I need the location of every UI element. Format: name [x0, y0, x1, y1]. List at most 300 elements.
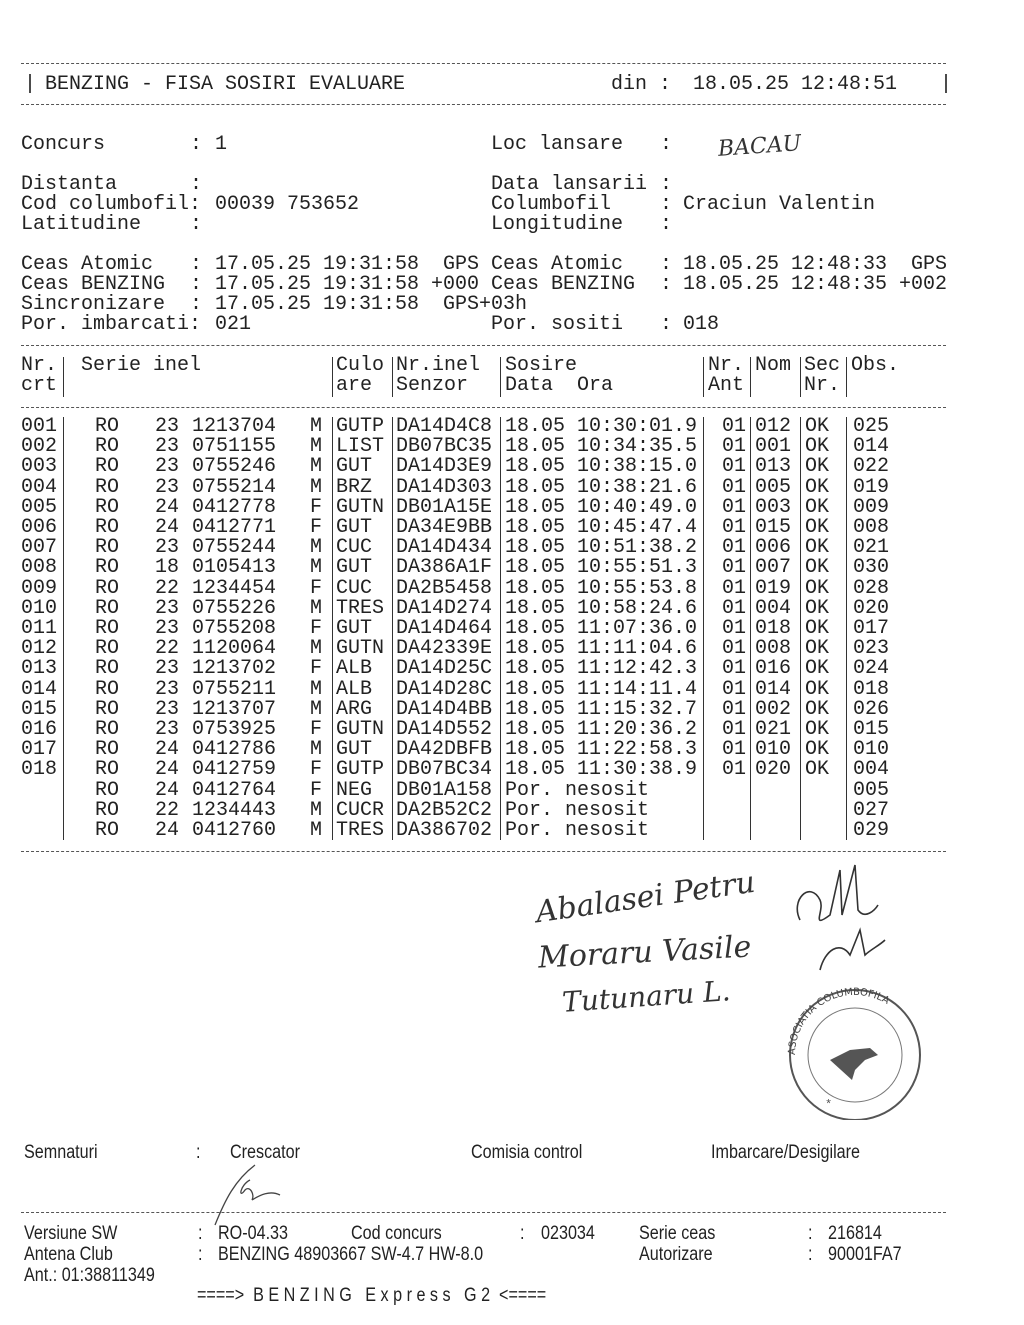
ring-country-cell: RO	[95, 617, 120, 640]
concurs-label: Concurs	[21, 133, 106, 156]
col-sosire-sub: Data Ora	[505, 374, 614, 397]
sex-cell: M	[310, 536, 323, 560]
svg-text:*: *	[825, 1098, 833, 1112]
column-divider	[846, 357, 847, 397]
nr-crt-cell: 008	[21, 556, 58, 580]
arrival-time-cell: 18.05 11:30:38.9	[505, 758, 698, 782]
sensor-id-cell: DA42DBFB	[396, 738, 493, 762]
col-culo-sub: are	[336, 374, 373, 397]
ring-country-cell: RO	[95, 556, 120, 580]
sec-nr-cell: OK	[805, 556, 830, 580]
sensor-id-cell: DA14D25C	[396, 657, 493, 681]
sensor-id-cell: DA14D3E9	[396, 455, 493, 479]
ring-year-cell: 24	[155, 819, 180, 842]
imbarcare-label: Imbarcare/Desigilare	[711, 1142, 861, 1163]
ring-country-cell: RO	[95, 516, 120, 539]
nr-ant-cell: 01	[722, 435, 747, 459]
ring-country-cell: RO	[95, 415, 120, 438]
ring-year-cell: 23	[155, 415, 180, 438]
svg-text:ASOCIATIA COLUMBOFILA	[787, 987, 891, 1055]
arrival-time-cell: 18.05 11:11:04.6	[505, 637, 698, 661]
nom-cell: 012	[755, 415, 792, 438]
col-nrinel-sub: Senzor	[396, 374, 469, 397]
serie-ceas-value: 216814	[828, 1223, 882, 1244]
color-cell: ALB	[336, 677, 373, 701]
handwritten-signature-2: Moraru Vasile	[537, 929, 753, 976]
nom-cell: 013	[755, 455, 792, 479]
ring-country-cell: RO	[95, 637, 120, 661]
sec-nr-cell: OK	[805, 495, 830, 519]
ring-year-cell: 24	[155, 738, 180, 762]
ring-number-cell: 1120064	[192, 637, 277, 661]
color-cell: GUTN	[336, 718, 385, 741]
nom-cell: 019	[755, 576, 792, 600]
nom-cell: 002	[755, 697, 792, 721]
nr-crt-cell: 012	[21, 637, 58, 661]
sincronizare-src: GPS+03h	[443, 293, 528, 316]
nom-cell: 010	[755, 738, 792, 762]
nr-crt-cell: 003	[21, 455, 58, 479]
color-cell: GUTN	[336, 495, 385, 519]
signature-scribble-icon	[780, 860, 900, 990]
sec-nr-cell: OK	[805, 435, 830, 459]
cod-columbofil-label: Cod columbofil:	[21, 193, 202, 216]
colon: :	[520, 1223, 525, 1244]
ring-year-cell: 23	[155, 475, 180, 499]
sensor-id-cell: DA14D464	[396, 617, 493, 640]
ceas-atomic-start: 17.05.25 19:31:58	[215, 253, 420, 276]
obs-cell: 005	[853, 778, 890, 802]
color-cell: CUC	[336, 536, 373, 560]
ceas-benzing-end-diff: +002	[899, 273, 948, 296]
color-cell: GUT	[336, 738, 373, 762]
nr-crt-cell: 005	[21, 495, 58, 519]
table-row	[0, 821, 1024, 841]
colon: :	[198, 1244, 203, 1265]
ring-number-cell: 0755208	[192, 617, 277, 640]
arrival-time-cell: 18.05 10:38:15.0	[505, 455, 698, 479]
ring-country-cell: RO	[95, 435, 120, 459]
sensor-id-cell: DA14D303	[396, 475, 493, 499]
nom-cell: 007	[755, 556, 792, 580]
sincronizare-value: 17.05.25 19:31:58	[215, 293, 420, 316]
sensor-id-cell: DA2B52C2	[396, 798, 493, 822]
sec-nr-cell: OK	[805, 415, 830, 438]
table-row	[0, 576, 1024, 600]
ring-country-cell: RO	[95, 738, 120, 762]
comisia-label: Comisia control	[471, 1142, 583, 1163]
crescator-label: Crescator	[230, 1142, 301, 1163]
ring-number-cell: 1213707	[192, 697, 277, 721]
sex-cell: F	[310, 576, 323, 600]
nr-crt-cell: 010	[21, 596, 58, 620]
nom-cell: 018	[755, 617, 792, 640]
nom-cell: 008	[755, 637, 792, 661]
sec-nr-cell: OK	[805, 516, 830, 539]
ring-number-cell: 0105413	[192, 556, 277, 580]
sec-nr-cell: OK	[805, 738, 830, 762]
obs-cell: 030	[853, 556, 890, 580]
ceas-benzing-end: 18.05.25 12:48:35	[683, 273, 888, 296]
arrival-time-cell: 18.05 10:30:01.9	[505, 415, 698, 438]
obs-cell: 018	[853, 677, 890, 701]
sec-nr-cell: OK	[805, 617, 830, 640]
colon: :	[190, 273, 203, 296]
col-sosire: Sosire	[505, 354, 578, 377]
sex-cell: M	[310, 556, 323, 580]
antena-label: Antena Club	[24, 1244, 113, 1265]
colon: :	[190, 173, 203, 196]
ring-country-cell: RO	[95, 657, 120, 681]
sex-cell: M	[310, 637, 323, 661]
arrival-time-cell: 18.05 10:51:38.2	[505, 536, 698, 560]
column-divider	[750, 357, 751, 397]
sec-nr-cell: OK	[805, 596, 830, 620]
sensor-id-cell: DB07BC35	[396, 435, 493, 459]
divider	[21, 407, 946, 408]
ceas-benzing-start-diff: +000	[431, 273, 480, 296]
table-row	[0, 619, 1024, 639]
table-row	[0, 495, 1024, 519]
color-cell: CUCR	[336, 798, 385, 822]
color-cell: GUT	[336, 556, 373, 580]
antena-value: BENZING 48903667 SW-4.7 HW-8.0	[218, 1244, 484, 1265]
sex-cell: M	[310, 697, 323, 721]
arrival-time-cell: 18.05 11:22:58.3	[505, 738, 698, 762]
sensor-id-cell: DA14D434	[396, 536, 493, 560]
por-sositi-value: 018	[683, 313, 720, 336]
colon: :	[190, 133, 203, 156]
ring-country-cell: RO	[95, 475, 120, 499]
colon: :	[808, 1244, 813, 1265]
ring-country-cell: RO	[95, 677, 120, 701]
ring-country-cell: RO	[95, 819, 120, 842]
nr-crt-cell: 018	[21, 758, 58, 782]
ring-country-cell: RO	[95, 758, 120, 782]
divider	[21, 104, 946, 105]
arrival-time-cell: Por. nesosit	[505, 798, 650, 822]
column-divider	[63, 357, 64, 397]
sec-nr-cell: OK	[805, 677, 830, 701]
col-nr: Nr.	[21, 354, 58, 377]
colon: :	[660, 313, 673, 336]
latitudine-label: Latitudine	[21, 213, 142, 236]
ring-number-cell: 0755226	[192, 596, 277, 620]
sensor-id-cell: DB01A158	[396, 778, 493, 802]
nr-ant-cell: 01	[722, 697, 747, 721]
sec-nr-cell: OK	[805, 475, 830, 499]
nr-crt-cell: 014	[21, 677, 58, 701]
ring-country-cell: RO	[95, 778, 120, 802]
sensor-id-cell: DB01A15E	[396, 495, 493, 519]
col-culo: Culo	[336, 354, 385, 377]
obs-cell: 020	[853, 596, 890, 620]
nr-crt-cell: 007	[21, 536, 58, 560]
colon: :	[190, 293, 203, 316]
ring-number-cell: 0751155	[192, 435, 277, 459]
nr-ant-cell: 01	[722, 758, 747, 782]
color-cell: ARG	[336, 697, 373, 721]
colon: :	[660, 133, 673, 156]
ring-year-cell: 22	[155, 637, 180, 661]
sensor-id-cell: DA14D4C8	[396, 415, 493, 438]
col-nr-sub: crt	[21, 374, 58, 397]
sec-nr-cell: OK	[805, 576, 830, 600]
arrival-time-cell: 18.05 10:58:24.6	[505, 596, 698, 620]
sex-cell: M	[310, 819, 323, 842]
colon: :	[660, 173, 673, 196]
table-row	[0, 558, 1024, 578]
handwritten-signature-3: Tutunaru L.	[561, 974, 732, 1019]
cod-concurs-label: Cod concurs	[351, 1223, 442, 1244]
colon: :	[190, 213, 203, 236]
title-border-left: |	[24, 73, 37, 96]
obs-cell: 017	[853, 617, 890, 640]
sec-nr-cell: OK	[805, 455, 830, 479]
table-row	[0, 417, 1024, 437]
ring-country-cell: RO	[95, 576, 120, 600]
colon: :	[808, 1223, 813, 1244]
ring-year-cell: 23	[155, 435, 180, 459]
obs-cell: 024	[853, 657, 890, 681]
ring-country-cell: RO	[95, 536, 120, 560]
nom-cell: 001	[755, 435, 792, 459]
colon: :	[190, 253, 203, 276]
arrival-time-cell: 18.05 11:14:11.4	[505, 677, 698, 701]
sensor-id-cell: DA386702	[396, 819, 493, 842]
table-row	[0, 596, 1024, 620]
color-cell: TRES	[336, 819, 385, 842]
obs-cell: 028	[853, 576, 890, 600]
nom-cell: 003	[755, 495, 792, 519]
sex-cell: F	[310, 516, 323, 539]
sex-cell: F	[310, 778, 323, 802]
sec-nr-cell: OK	[805, 637, 830, 661]
por-sositi-label: Por. sositi	[491, 313, 624, 336]
page-title: BENZING - FISA SOSIRI EVALUARE	[45, 73, 406, 96]
ceas-atomic-label: Ceas Atomic	[21, 253, 154, 276]
col-ant-sub: Ant	[708, 374, 745, 397]
divider	[21, 851, 946, 852]
sensor-id-cell: DA34E9BB	[396, 516, 493, 539]
obs-cell: 023	[853, 637, 890, 661]
nr-crt-cell: 001	[21, 415, 58, 438]
table-row	[0, 518, 1024, 538]
col-nom: Nom	[755, 354, 792, 377]
obs-cell: 010	[853, 738, 890, 762]
versiune-label: Versiune SW	[24, 1223, 118, 1244]
nr-crt-cell: 004	[21, 475, 58, 499]
table-row	[0, 475, 1024, 499]
table-row	[0, 677, 1024, 701]
color-cell: ALB	[336, 657, 373, 681]
nom-cell: 021	[755, 718, 792, 741]
autorizare-value: 90001FA7	[828, 1244, 902, 1265]
longitudine-label: Longitudine	[491, 213, 624, 236]
sex-cell: F	[310, 758, 323, 782]
nr-crt-cell: 013	[21, 657, 58, 681]
nr-ant-cell: 01	[722, 738, 747, 762]
colon: :	[660, 253, 673, 276]
nom-cell: 020	[755, 758, 792, 782]
ring-number-cell: 0755214	[192, 475, 277, 499]
arrival-time-cell: 18.05 11:12:42.3	[505, 657, 698, 681]
nr-ant-cell: 01	[722, 596, 747, 620]
ceas-benzing-start: 17.05.25 19:31:58	[215, 273, 420, 296]
ceas-benzing-label-right: Ceas BENZING	[491, 273, 636, 296]
arrival-time-cell: 18.05 10:55:53.8	[505, 576, 698, 600]
nom-cell: 006	[755, 536, 792, 560]
obs-cell: 019	[853, 475, 890, 499]
nr-crt-cell: 015	[21, 697, 58, 721]
nr-crt-cell: 009	[21, 576, 58, 600]
ceas-atomic-start-src: GPS	[443, 253, 480, 276]
ceas-atomic-label-right: Ceas Atomic	[491, 253, 624, 276]
sex-cell: F	[310, 617, 323, 640]
colon: :	[198, 1223, 203, 1244]
divider	[21, 63, 946, 64]
table-row	[0, 720, 1024, 740]
table-row	[0, 457, 1024, 477]
serie-ceas-label: Serie ceas	[639, 1223, 716, 1244]
ring-country-cell: RO	[95, 697, 120, 721]
ring-year-cell: 24	[155, 778, 180, 802]
sex-cell: M	[310, 415, 323, 438]
stamp-text: ASOCIATIA COLUMBOFILA	[786, 986, 892, 1056]
table-row	[0, 697, 1024, 721]
nom-cell: 014	[755, 677, 792, 701]
footer-banner: ====> B E N Z I N G E x p r e s s G 2 <====	[197, 1285, 547, 1306]
ring-number-cell: 1234443	[192, 798, 277, 822]
col-obs: Obs.	[851, 354, 900, 377]
color-cell: TRES	[336, 596, 385, 620]
sex-cell: F	[310, 495, 323, 519]
nr-ant-cell: 01	[722, 475, 747, 499]
sex-cell: M	[310, 475, 323, 499]
color-cell: GUT	[336, 617, 373, 640]
sec-nr-cell: OK	[805, 657, 830, 681]
obs-cell: 022	[853, 455, 890, 479]
col-sec-sub: Nr.	[804, 374, 841, 397]
arrival-time-cell: 18.05 11:20:36.2	[505, 718, 698, 741]
sensor-id-cell: DA14D4BB	[396, 697, 493, 721]
nr-crt-cell: 006	[21, 516, 58, 539]
ring-number-cell: 0412786	[192, 738, 277, 762]
ceas-benzing-label: Ceas BENZING	[21, 273, 166, 296]
sex-cell: M	[310, 738, 323, 762]
ring-year-cell: 24	[155, 516, 180, 539]
arrival-time-cell: 18.05 10:55:51.3	[505, 556, 698, 580]
sensor-id-cell: DA14D552	[396, 718, 493, 741]
table-row	[0, 778, 1024, 802]
crescator-signature-icon	[210, 1160, 300, 1230]
ring-year-cell: 24	[155, 758, 180, 782]
loc-lansare-label: Loc lansare	[491, 133, 624, 156]
nr-ant-cell: 01	[722, 415, 747, 438]
ring-year-cell: 23	[155, 697, 180, 721]
ring-country-cell: RO	[95, 596, 120, 620]
ring-country-cell: RO	[95, 455, 120, 479]
ring-year-cell: 23	[155, 596, 180, 620]
versiune-value: RO-04.33	[218, 1223, 289, 1244]
arrival-time-cell: 18.05 11:07:36.0	[505, 617, 698, 640]
sensor-id-cell: DA42339E	[396, 637, 493, 661]
columbofil-label: Columbofil	[491, 193, 612, 216]
ring-country-cell: RO	[95, 798, 120, 822]
arrival-time-cell: 18.05 10:45:47.4	[505, 516, 698, 539]
ring-year-cell: 18	[155, 556, 180, 580]
ceas-atomic-end: 18.05.25 12:48:33	[683, 253, 888, 276]
nr-ant-cell: 01	[722, 576, 747, 600]
semnaturi-label: Semnaturi	[24, 1142, 98, 1163]
nr-ant-cell: 01	[722, 677, 747, 701]
stamp-icon	[770, 980, 940, 1120]
sensor-id-cell: DA2B5458	[396, 576, 493, 600]
table-row	[0, 437, 1024, 457]
por-imbarcati-label: Por. imbarcati:	[21, 313, 202, 336]
ring-number-cell: 0412771	[192, 516, 277, 539]
sex-cell: F	[310, 657, 323, 681]
obs-cell: 015	[853, 718, 890, 741]
ring-number-cell: 0753925	[192, 718, 277, 741]
nr-ant-cell: 01	[722, 516, 747, 539]
table-row	[0, 538, 1024, 558]
nr-ant-cell: 01	[722, 556, 747, 580]
por-imbarcati-value: 021	[215, 313, 252, 336]
nr-ant-cell: 01	[722, 617, 747, 640]
color-cell: GUT	[336, 516, 373, 539]
color-cell: GUTP	[336, 758, 385, 782]
nr-ant-cell: 01	[722, 657, 747, 681]
color-cell: CUC	[336, 576, 373, 600]
sec-nr-cell: OK	[805, 697, 830, 721]
ring-year-cell: 22	[155, 576, 180, 600]
col-nrinel: Nr.inel	[396, 354, 481, 377]
ring-year-cell: 23	[155, 718, 180, 741]
col-serie: Serie inel	[81, 354, 202, 377]
table-row	[0, 639, 1024, 659]
data-lansarii-label: Data lansarii	[491, 173, 648, 196]
ring-year-cell: 23	[155, 536, 180, 560]
distanta-label: Distanta	[21, 173, 118, 196]
ring-number-cell: 0412760	[192, 819, 277, 842]
din-value: 18.05.25 12:48:51	[693, 73, 898, 96]
sec-nr-cell: OK	[805, 536, 830, 560]
colon: :	[660, 213, 673, 236]
ring-number-cell: 0755211	[192, 677, 277, 701]
sex-cell: M	[310, 798, 323, 822]
autorizare-label: Autorizare	[639, 1244, 713, 1265]
col-sec: Sec	[804, 354, 841, 377]
ring-number-cell: 1213702	[192, 657, 277, 681]
color-cell: BRZ	[336, 475, 373, 499]
arrival-time-cell: 18.05 10:40:49.0	[505, 495, 698, 519]
sex-cell: F	[310, 718, 323, 741]
obs-cell: 014	[853, 435, 890, 459]
columbofil-value: Craciun Valentin	[683, 193, 876, 216]
sex-cell: M	[310, 455, 323, 479]
nom-cell: 016	[755, 657, 792, 681]
sensor-id-cell: DA386A1F	[396, 556, 493, 580]
nr-crt-cell: 017	[21, 738, 58, 762]
ring-number-cell: 1213704	[192, 415, 277, 438]
sensor-id-cell: DA14D28C	[396, 677, 493, 701]
ring-year-cell: 23	[155, 455, 180, 479]
color-cell: LIST	[336, 435, 385, 459]
nr-crt-cell: 011	[21, 617, 58, 640]
ring-year-cell: 23	[155, 677, 180, 701]
cod-columbofil-value: 00039 753652	[215, 193, 360, 216]
